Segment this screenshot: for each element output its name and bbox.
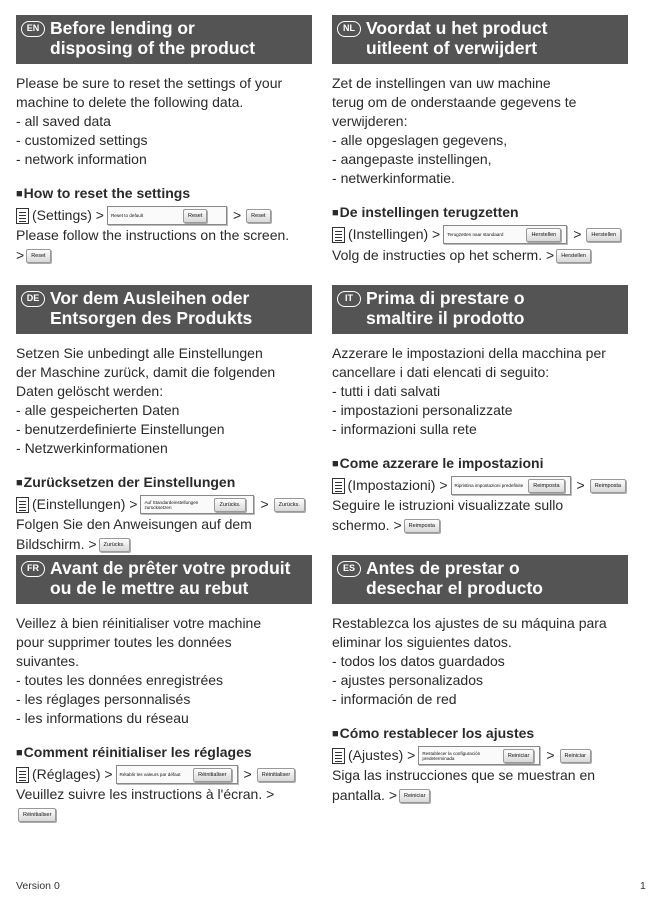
- language-badge: FR: [21, 561, 45, 577]
- settings-label: (Settings) >: [32, 207, 104, 223]
- final-reset-button[interactable]: Zurücks.: [99, 538, 130, 552]
- list-item: - alle opgeslagen gegevens,: [332, 131, 628, 150]
- final-reset-button[interactable]: Reimposta: [404, 519, 440, 533]
- intro-line: Azzerare le impostazioni della macchina per: [332, 345, 606, 361]
- language-badge: EN: [21, 21, 45, 37]
- list-item: - impostazioni personalizzate: [332, 401, 628, 420]
- final-reset-button[interactable]: Herstellen: [556, 249, 591, 263]
- footer-version: Version 0: [16, 880, 60, 892]
- reset-button[interactable]: Zurücks.: [274, 498, 305, 512]
- instruction-line-2: schermo. >: [332, 517, 402, 533]
- instruction-line: Volg de instructies op het scherm. >: [332, 247, 555, 263]
- subheading: ■ De instellingen terugzetten: [332, 203, 628, 224]
- reset-panel: [451, 476, 571, 495]
- instruction-final: [332, 245, 628, 266]
- intro-line: suivantes.: [16, 653, 80, 669]
- settings-document-icon: [332, 478, 345, 494]
- instruction-final: > Reset: [16, 245, 312, 266]
- section-title-line1: Antes de prestar o: [366, 558, 520, 578]
- section-title-line1: Before lending or: [50, 18, 195, 38]
- settings-label: (Ajustes) >: [348, 747, 416, 763]
- list-item: - aangepaste instellingen,: [332, 150, 628, 169]
- reset-panel: [418, 746, 540, 765]
- settings-label: (Instellingen) >: [348, 226, 441, 242]
- instruction-line: Seguire le istruzioni visualizzate sullo: [332, 497, 564, 513]
- instruction-final: [16, 534, 312, 555]
- intro-line: Setzen Sie unbedingt alle Einstellungen: [16, 345, 263, 361]
- list-item: - tutti i dati salvati: [332, 382, 628, 401]
- panel-label: Rétablir les valeurs par défaut: [119, 772, 181, 777]
- instruction-line-2: pantalla. >: [332, 787, 397, 803]
- list-item: - todos los datos guardados: [332, 652, 628, 671]
- section-header: [16, 285, 312, 334]
- list-item: - información de red: [332, 690, 628, 709]
- section-header: [16, 15, 312, 64]
- list-item: - Netzwerkinformationen: [16, 439, 312, 458]
- panel-reset-button[interactable]: Reset: [183, 209, 207, 223]
- section-title-line2: uitleent of verwijdert: [366, 38, 538, 58]
- reset-button[interactable]: Reset: [246, 209, 270, 223]
- settings-document-icon: [16, 208, 29, 224]
- instruction-line: Folgen Sie den Anweisungen auf dem: [16, 516, 252, 532]
- instruction-line: Veuillez suivre les instructions à l'écran. >: [16, 786, 275, 802]
- section-fr: [16, 555, 312, 825]
- list-item: - toutes les données enregistrées: [16, 671, 312, 690]
- intro-line: Restablezca los ajustes de su máquina para: [332, 615, 607, 631]
- list-item: - all saved data: [16, 112, 312, 131]
- list-item: - customized settings: [16, 131, 312, 150]
- section-title-line2: desechar el producto: [366, 578, 543, 598]
- list-item: - informazioni sulla rete: [332, 420, 628, 439]
- settings-path: (Réglages) > Rétablir les valeurs par défaut Réinitialiser > Réinitialiser: [16, 764, 312, 785]
- list-item: - les informations du réseau: [16, 709, 312, 728]
- section-title-line2: smaltire il prodotto: [366, 308, 525, 328]
- section-title-line1: Vor dem Ausleihen oder: [50, 288, 250, 308]
- instruction-final: [332, 515, 628, 536]
- list-item: - alle gespeicherten Daten: [16, 401, 312, 420]
- subheading: ■ Comment réinitialiser les réglages: [16, 743, 312, 764]
- intro-line: terug om de onderstaande gegevens te: [332, 94, 577, 110]
- panel-reset-button[interactable]: Herstellen: [526, 228, 561, 242]
- panel-reset-button[interactable]: Reimposta: [528, 479, 564, 493]
- list-item: - netwerkinformatie.: [332, 169, 628, 188]
- subheading: ■ Zurücksetzen der Einstellungen: [16, 473, 312, 494]
- instruction-final: [16, 804, 312, 825]
- settings-path: (Impostazioni) > Ripristina impostazioni predefinite Reimposta > Reimposta: [332, 475, 628, 496]
- panel-reset-button[interactable]: Reiniciar: [503, 749, 534, 763]
- subheading: ■ Come azzerare le impostazioni: [332, 454, 628, 475]
- language-badge: IT: [337, 291, 361, 307]
- settings-document-icon: [332, 227, 345, 243]
- intro-line: eliminar los siguientes datos.: [332, 634, 512, 650]
- section-header: [332, 285, 628, 334]
- language-badge: NL: [337, 21, 361, 37]
- list-item: - les réglages personnalisés: [16, 690, 312, 709]
- reset-button[interactable]: Réinitialiser: [257, 768, 295, 782]
- language-badge: ES: [337, 561, 361, 577]
- section-header: [16, 555, 312, 604]
- section-title-line2: disposing of the product: [50, 38, 256, 58]
- intro-line: Daten gelöscht werden:: [16, 383, 164, 399]
- settings-document-icon: [16, 497, 29, 513]
- section-title-line2: Entsorgen des Produkts: [50, 308, 253, 328]
- panel-label: Restablecer la configuración predeterminada: [422, 750, 481, 761]
- list-item: - network information: [16, 150, 312, 169]
- subheading: ■ Cómo restablecer los ajustes: [332, 724, 628, 745]
- section-it: [332, 285, 628, 536]
- intro-line: der Maschine zurück, damit die folgenden: [16, 364, 276, 380]
- reset-panel: [107, 206, 227, 225]
- reset-panel: [443, 225, 567, 244]
- reset-panel: [140, 495, 254, 514]
- intro-line: Zet de instellingen van uw machine: [332, 75, 551, 91]
- intro-line: Please be sure to reset the settings of your: [16, 75, 283, 91]
- list-item: - ajustes personalizados: [332, 671, 628, 690]
- section-title-line2: ou de le mettre au rebut: [50, 578, 249, 598]
- reset-button[interactable]: Reiniciar: [560, 749, 591, 763]
- instruction-line: Siga las instrucciones que se muestran en: [332, 767, 596, 783]
- list-item: - benutzerdefinierte Einstellungen: [16, 420, 312, 439]
- panel-label: Auf Standardeinstellungen zurücksetzen: [144, 499, 199, 510]
- instruction-line: Please follow the instructions on the screen.: [16, 227, 290, 243]
- settings-document-icon: [16, 767, 29, 783]
- final-reset-button[interactable]: Réinitialiser: [18, 808, 56, 822]
- settings-path: (Settings) > Reset to default Reset > Reset: [16, 205, 312, 226]
- settings-label: (Réglages) >: [32, 766, 113, 782]
- settings-label: (Einstellungen) >: [32, 496, 138, 512]
- section-title-line1: Prima di prestare o: [366, 288, 525, 308]
- section-title-line1: Voordat u het product: [366, 18, 548, 38]
- section-es: [332, 555, 628, 806]
- intro-line: pour supprimer toutes les données: [16, 634, 232, 650]
- section-en: [16, 15, 312, 266]
- footer-page-number: 1: [640, 880, 646, 892]
- settings-path: (Instellingen) > Terugzetten naar standaard Herstellen > Herstellen: [332, 224, 628, 245]
- settings-path: (Ajustes) > Restablecer la configuración predeterminada Reiniciar > Reiniciar: [332, 745, 628, 766]
- reset-button[interactable]: Reimposta: [590, 479, 626, 493]
- panel-label: Terugzetten naar standaard: [447, 232, 504, 237]
- panel-label: Ripristina impostazioni predefinite: [454, 483, 524, 488]
- panel-label: Reset to default: [110, 213, 144, 218]
- instruction-final: [332, 785, 628, 806]
- instruction-line-2: Bildschirm. >: [16, 536, 97, 552]
- section-header: [332, 555, 628, 604]
- intro-line: Veillez à bien réinitialiser votre machine: [16, 615, 262, 631]
- intro-line: machine to delete the following data.: [16, 94, 244, 110]
- reset-button[interactable]: Herstellen: [586, 228, 621, 242]
- final-reset-button[interactable]: Reiniciar: [399, 789, 430, 803]
- reset-panel: [116, 765, 238, 784]
- section-header: [332, 15, 628, 64]
- intro-line: verwijderen:: [332, 113, 408, 129]
- final-reset-button[interactable]: Reset: [26, 249, 50, 263]
- panel-reset-button[interactable]: Réinitialiser: [193, 768, 231, 782]
- language-badge: DE: [21, 291, 45, 307]
- settings-path: (Einstellungen) > Auf Standardeinstellungen zurücksetzen Zurücks. > Zurücks.: [16, 494, 312, 515]
- section-title-line1: Avant de prêter votre produit: [50, 558, 291, 578]
- section-de: [16, 285, 312, 555]
- intro-line: cancellare i dati elencati di seguito:: [332, 364, 550, 380]
- subheading: ■ How to reset the settings: [16, 184, 312, 205]
- section-nl: [332, 15, 628, 266]
- panel-reset-button[interactable]: Zurücks.: [214, 498, 245, 512]
- settings-label: (Impostazioni) >: [347, 477, 448, 493]
- settings-document-icon: [332, 748, 345, 764]
